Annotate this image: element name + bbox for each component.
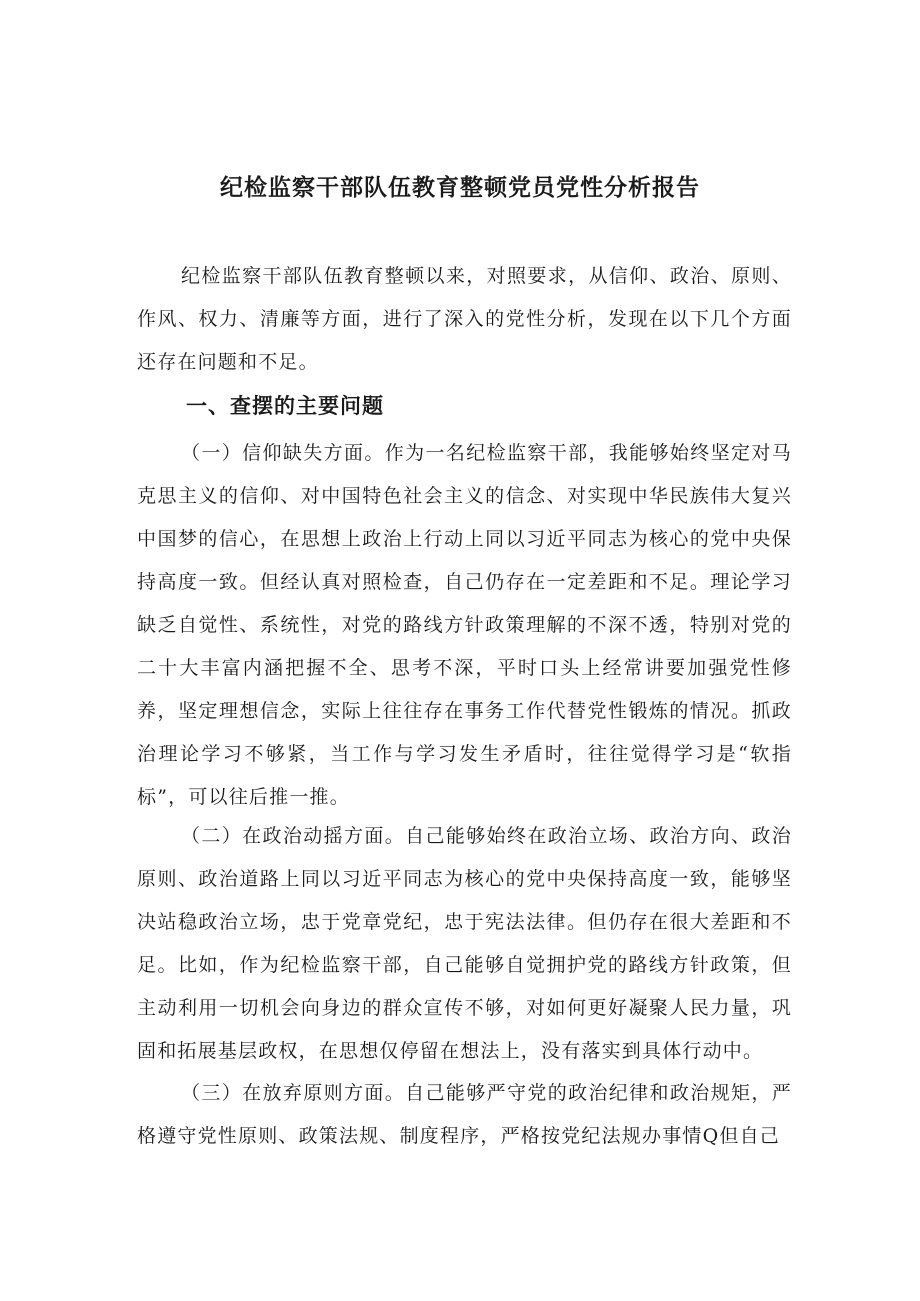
intro-paragraph: 纪检监察干部队伍教育整顿以来，对照要求，从信仰、政治、原则、作风、权力、清廉等方面，进行了深入的党性分析，发现在以下几个方面还存在问题和不足。 — [137, 265, 792, 373]
document-title: 纪检监察干部队伍教育整顿党员党性分析报告 — [220, 175, 700, 201]
paragraph-faith: （一）信仰缺失方面。作为一名纪检监察干部，我能够始终坚定对马克思主义的信仰、对中国特色社会主义的信念、对实现中华民族伟大复兴中国梦的信心，在思想上政治上行动上同以习近平同志为核心的党中央保持高度一致。但经认真对照检查，自己仍存在一定差距和不足。理论学习缺乏自觉性、系统性，对党的路线方针政策理解的不深不透，特别对党的二十大丰富内涵把握不全、思考不深，平时口头上经常讲要加强党性修养，坚定理想信念，实际上往往存在事务工作代替党性锻炼的情况。抓政治理论学习不够紧，当工作与学习发生矛盾时，往往觉得学习是“软指标”，可以往后推一推。 — [137, 442, 792, 808]
paragraph-politics: （二）在政治动摇方面。自己能够始终在政治立场、政治方向、政治原则、政治道路上同以习近平同志为核心的党中央保持高度一致，能够坚决站稳政治立场，忠于党章党纪，忠于宪法法律。但仍存在很大差距和不足。比如，作为纪检监察干部，自己能够自觉拥护党的路线方针政策，但主动利用一切机会向身边的群众宣传不够，对如何更好凝聚人民力量，巩固和拓展基层政权，在思想仅停留在想法上，没有落实到具体行动中。 — [137, 825, 792, 1062]
section-heading: 一、查摆的主要问题 — [186, 394, 384, 418]
paragraph-principles: （三）在放弃原则方面。自己能够严守党的政治纪律和政治规矩，严格遵守党性原则、政策法规、制度程序，严格按党纪法规办事情Q但自己 — [137, 1082, 792, 1147]
